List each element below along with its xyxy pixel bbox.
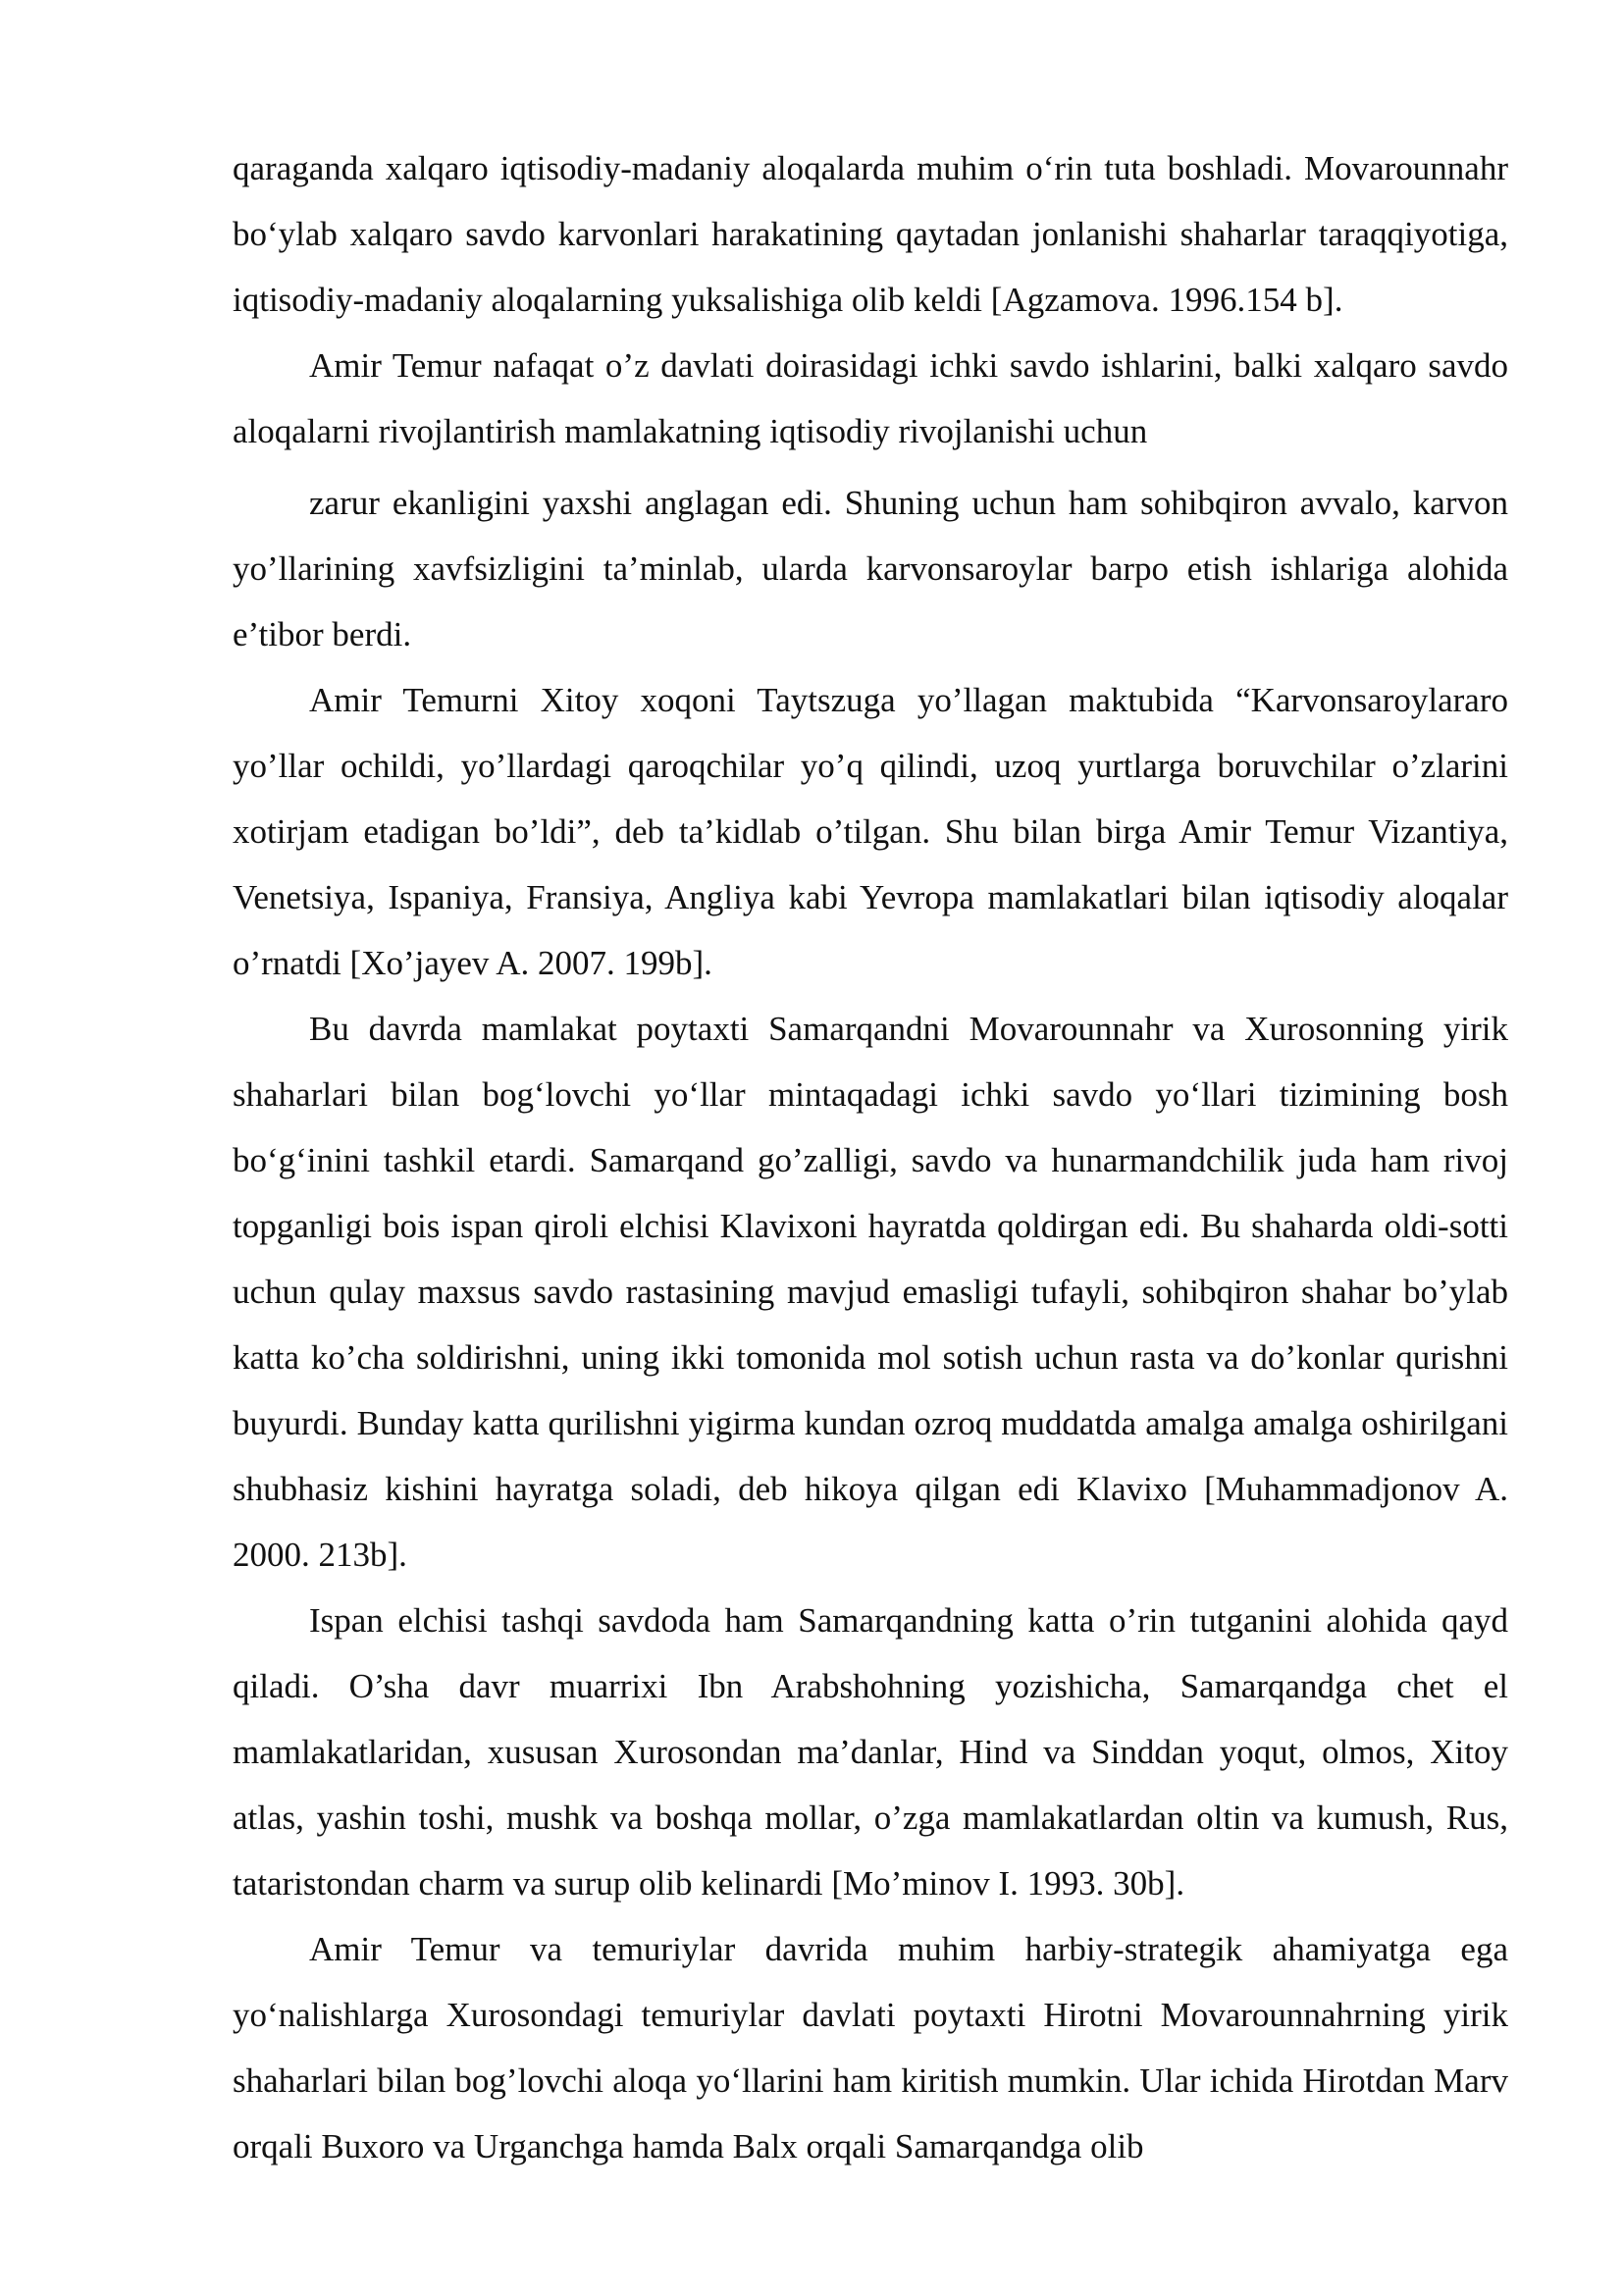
paragraph-continued: qaraganda xalqaro iqtisodiy-madaniy aloqalarda muhim o‘rin tuta boshladi. Movarounnahr bo‘ylab xalqaro savdo karvonlari harakatining qaytadan jonlanishi shaharlar taraqqiyotiga, iqtisodiy-madaniy aloqalarning yuksalishiga olib keldi [Agzamova. 1996.154 b]. bbox=[233, 149, 1508, 319]
document-page bbox=[233, 135, 1508, 2179]
paragraph-samarkand-roads: Bu davrda mamlakat poytaxti Samarqandni Movarounnahr va Xurosonning yirik shaharlari bilan bog‘lovchi yo‘llar mintaqadagi ichki savdo yo‘llari tizimining bosh bo‘g‘inini tashkil etardi. Samarqand go’zalligi, savdo va hunarmandchilik juda ham rivoj topganligi bois ispan qiroli elchisi Klavixoni hayratda qoldirgan edi. Bu shaharda oldi-sotti uchun qulay maxsus savdo rastasining mavjud emasligi tufayli, sohibqiron shahar bo’ylab katta ko’cha soldirishni, uning ikki tomonida mol sotish uchun rasta va do’konlar qurishni buyurdi. Bunday katta qurilishni yigirma kundan ozroq muddatda amalga amalga oshirilgani shubhasiz kishini hayratga soladi, deb hikoya qilgan edi Klavixo [Muhammadjonov A. 2000. 213b]. bbox=[233, 1010, 1508, 1574]
paragraph-caravan-safety: zarur ekanligini yaxshi anglagan edi. Shuning uchun ham sohibqiron avvalo, karvon yo’llarining xavfsizligini ta’minlab, ularda karvonsaroylar barpo etish ishlariga alohida e’tibor berdi. bbox=[233, 484, 1508, 653]
paragraph-foreign-trade: Ispan elchisi tashqi savdoda ham Samarqandning katta o’rin tutganini alohida qayd qiladi. O’sha davr muarrixi Ibn Arabshohning yozishicha, Samarqandga chet el mamlakatlaridan, xususan Xurosondan ma’danlar, Hind va Sinddan yoqut, olmos, Xitoy atlas, yashin toshi, mushk va boshqa mollar, o’zga mamlakatlardan oltin va kumush, Rus, tataristondan charm va surup olib kelinardi [Mo’minov I. 1993. 30b]. bbox=[233, 1601, 1508, 1903]
paragraph-amir-temur-trade: Amir Temur nafaqat o’z davlati doirasidagi ichki savdo ishlarini, balki xalqaro savdo aloqalarni rivojlantirish mamlakatning iqtisodiy rivojlanishi uchun bbox=[233, 346, 1508, 450]
paragraph-herat-routes: Amir Temur va temuriylar davrida muhim harbiy-strategik ahamiyatga ega yo‘nalishlarga Xurosondagi temuriylar davlati poytaxti Hirotni Movarounnahrning yirik shaharlari bilan bog’lovchi aloqa yo‘llarini ham kiritish mumkin. Ular ichida Hirotdan Marv orqali Buxoro va Urganchga hamda Balx orqali Samarqandga olib bbox=[233, 1930, 1508, 2165]
paragraph-china-letter: Amir Temurni Xitoy xoqoni Taytszuga yo’llagan maktubida “Karvonsaroylararo yo’llar ochildi, yo’llardagi qaroqchilar yo’q qilindi, uzoq yurtlarga boruvchilar o’zlarini xotirjam etadigan bo’ldi”, deb ta’kidlab o’tilgan. Shu bilan birga Amir Temur Vizantiya, Venetsiya, Ispaniya, Fransiya, Angliya kabi Yevropa mamlakatlari bilan iqtisodiy aloqalar o’rnatdi [Xo’jayev A. 2007. 199b]. bbox=[233, 681, 1508, 982]
